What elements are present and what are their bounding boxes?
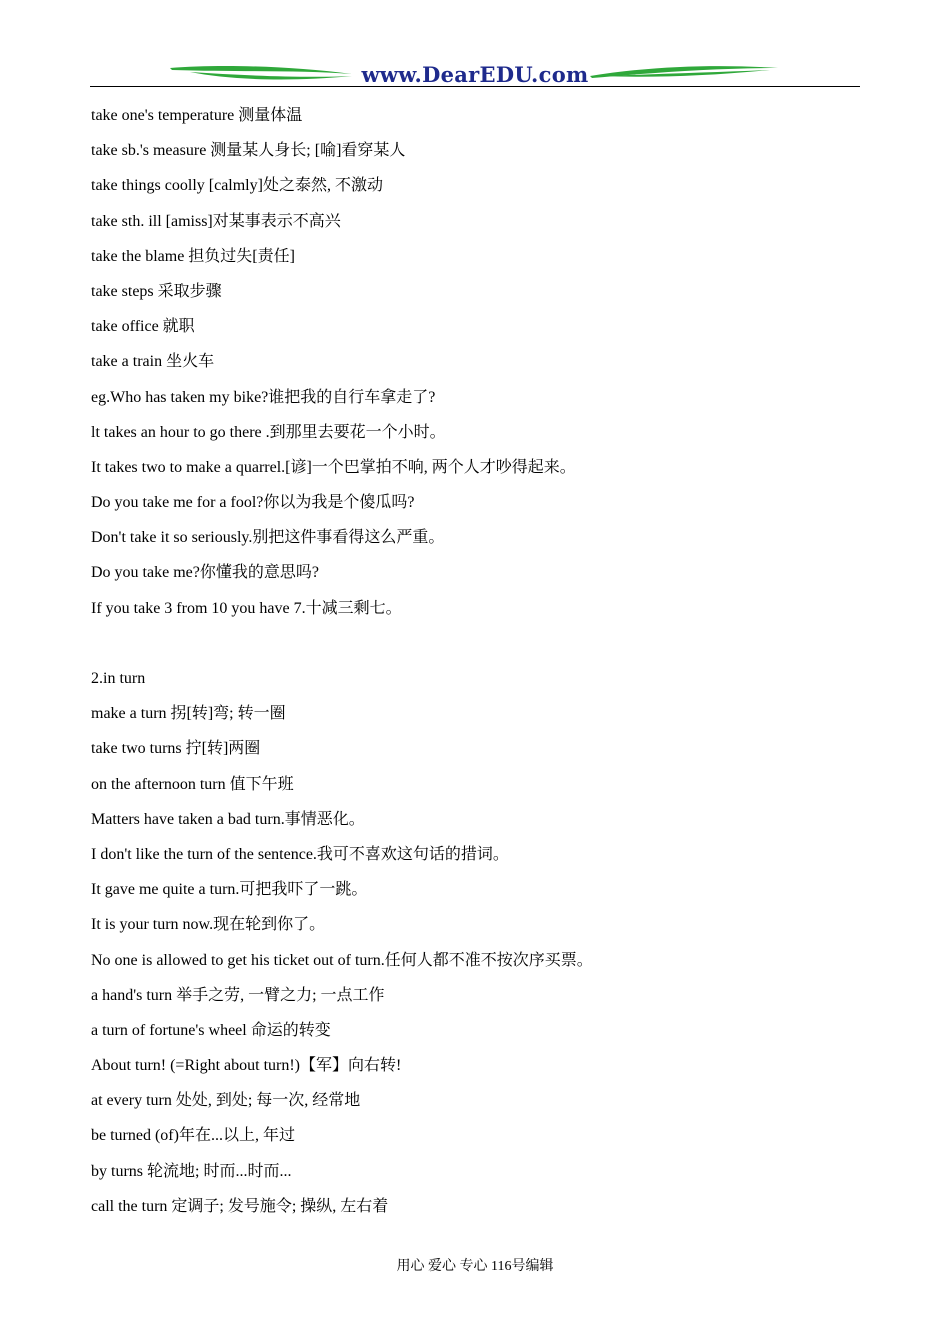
text-line: a turn of fortune's wheel 命运的转变 [91,1021,331,1039]
text-line: take a train 坐火车 [91,353,215,371]
text-line: take one's temperature 测量体温 [91,107,303,124]
text-line: take office 就职 [91,318,195,336]
text-line: take steps 采取步骤 [91,282,222,300]
document-body [91,98,861,1224]
text-line: It gave me quite a turn.可把我吓了一跳。 [91,881,368,899]
text-line: take sth. ill [amiss]对某事表示不高兴 [91,212,341,230]
section-heading: 2.in turn [91,670,146,687]
text-line: Matters have taken a bad turn.事情恶化。 [91,810,365,828]
text-line: I don't like the turn of the sentence.我可不喜欢这句话的措词。 [91,845,509,863]
text-line: take sb.'s measure 测量某人身长; [喻]看穿某人 [91,142,406,160]
text-line: Don't take it so seriously.别把这件事看得这么严重。 [91,529,445,547]
text-line: It takes two to make a quarrel.[谚]一个巴掌拍不响, 两个人才吵得起来。 [91,458,576,476]
text-line: call the turn 定调子; 发号施令; 操纵, 左右着 [91,1197,389,1215]
text-line: a hand's turn 举手之劳, 一臂之力; 一点工作 [91,986,385,1004]
text-line: take two turns 拧[转]两圈 [91,740,261,758]
text-line: make a turn 拐[转]弯; 转一圈 [91,705,286,723]
text-line: by turns 轮流地; 时而...时而... [91,1162,292,1180]
site-logo-text: www.DearEDU.com [361,62,589,87]
text-line: take things coolly [calmly]处之泰然, 不激动 [91,177,383,195]
text-line: Do you take me for a fool?你以为我是个傻瓜吗? [91,494,415,512]
text-line: at every turn 处处, 到处; 每一次, 经常地 [91,1092,361,1110]
text-line: If you take 3 from 10 you have 7.十减三剩七。 [91,599,402,617]
text-line: take the blame 担负过失[责任] [91,247,295,265]
text-line: on the afternoon turn 值下午班 [91,775,294,793]
text-line: lt takes an hour to go there .到那里去要花一个小时。 [91,423,446,441]
header-rule [90,86,860,87]
blank-line [91,626,861,661]
text-line: eg.Who has taken my bike?谁把我的自行车拿走了? [91,388,436,406]
page-header [90,60,860,90]
left-swoosh-tail [190,72,352,79]
text-line: be turned (of)年在...以上, 年过 [91,1127,295,1145]
text-line: No one is allowed to get his ticket out of turn.任何人都不准不按次序买票。 [91,951,593,969]
page-footer: 用心 爱心 专心 116号编辑 [396,1259,554,1274]
text-line: About turn! (=Right about turn!)【军】向右转! [91,1057,402,1075]
text-line: It is your turn now.现在轮到你了。 [91,916,326,934]
text-line: Do you take me?你懂我的意思吗? [91,564,319,582]
